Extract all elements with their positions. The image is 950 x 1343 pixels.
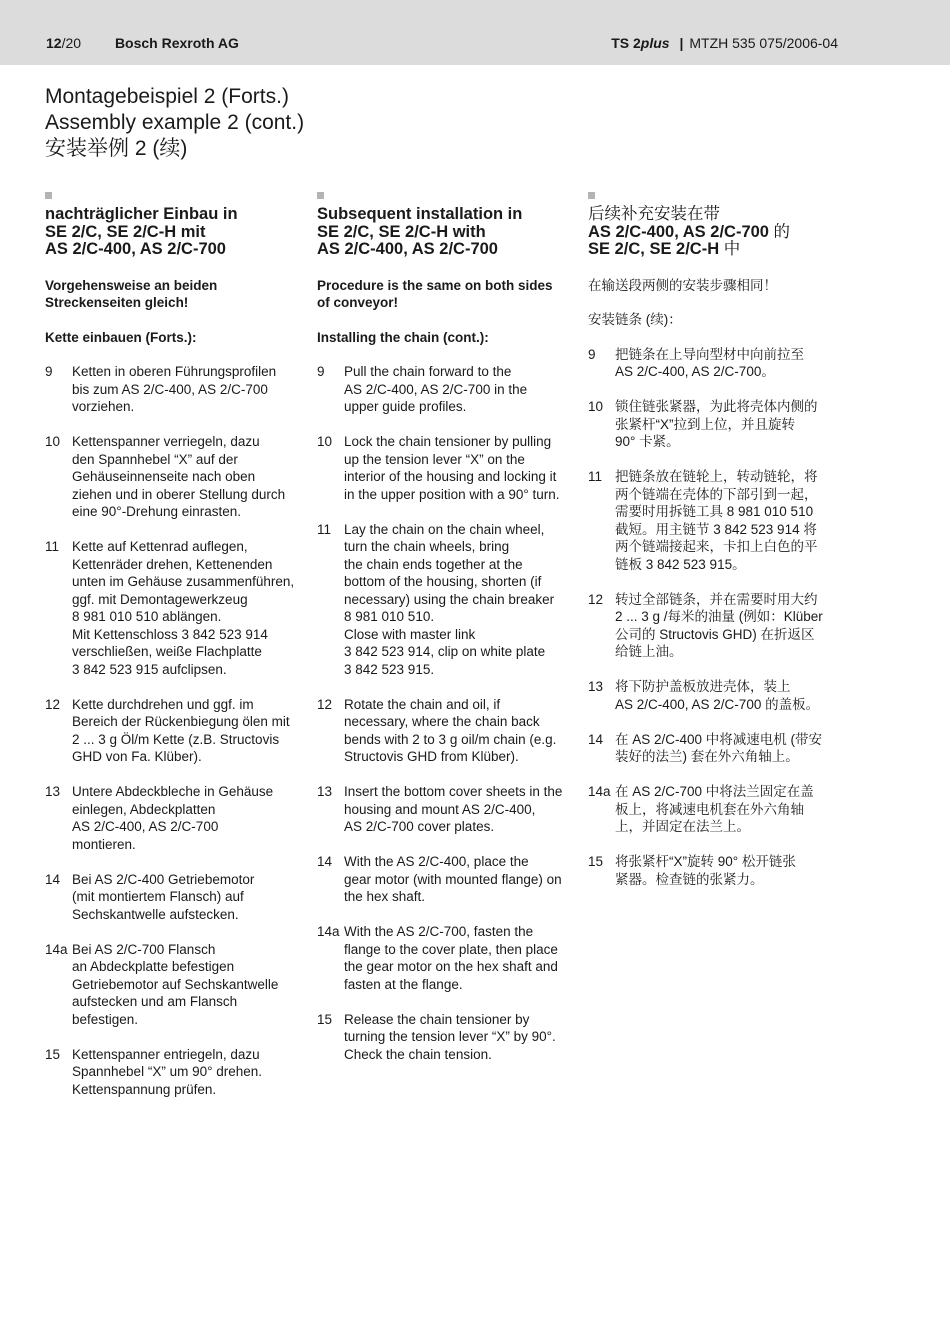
step-number: 9 — [317, 364, 325, 379]
step-item — [588, 591, 843, 661]
step-text: Ketten in oberen Führungsprofilen bis zum AS 2/C-400, AS 2/C-700 vorziehen. — [72, 364, 277, 414]
step-item — [317, 521, 572, 679]
step-item — [317, 433, 572, 503]
section-heading-zh — [588, 206, 843, 259]
step-text: Untere Abdeckbleche in Gehäuse einlegen, Abdeckplatten AS 2/C-400, AS 2/C-700 montieren. — [72, 784, 274, 852]
step-number: 12 — [588, 591, 604, 607]
title-de: Montagebeispiel 2 (Forts.) — [45, 85, 289, 108]
step-number: 14a — [45, 941, 68, 957]
heading-part: 中 — [719, 240, 741, 258]
heading-line: 后续补充安装在带 — [588, 205, 720, 223]
procedure-note-de: Vorgehensweise an beiden Streckenseiten gleich! — [45, 277, 218, 310]
step-number: 12 — [45, 696, 61, 712]
step-item — [588, 853, 843, 888]
document-info — [611, 35, 838, 51]
step-item — [588, 346, 843, 381]
step-item — [45, 363, 300, 416]
step-number: 14 — [317, 854, 333, 869]
heading-line — [588, 224, 843, 242]
step-number: 15 — [45, 1046, 61, 1062]
step-item — [45, 871, 300, 924]
step-list-de — [45, 363, 300, 1098]
section-bullet-icon — [45, 192, 52, 199]
step-text: Bei AS 2/C-400 Getriebemotor (mit montiertem Flansch) auf Sechskantwelle aufstecken. — [72, 871, 255, 922]
page-number: 12 — [46, 35, 62, 51]
subheading-zh: 安装链条 (续)： — [588, 312, 682, 327]
step-number: 9 — [45, 364, 53, 379]
step-number: 13 — [45, 784, 61, 799]
step-item — [317, 1011, 572, 1064]
column-chinese — [588, 192, 843, 906]
product-prefix: TS 2 — [611, 35, 641, 51]
product-suffix: plus — [640, 35, 670, 51]
step-text: 在 AS 2/C-400 中将减速电机 (带安 装好的法兰) 套在外六角轴上。 — [615, 731, 823, 764]
section-bullet-icon — [317, 192, 324, 199]
step-item — [588, 783, 843, 836]
step-text: Kette durchdrehen und ggf. im Bereich der Rückenbiegung ölen mit 2 ... 3 g Öl/m Kette (z.B. Structovis GHD von Fa. Klüber). — [72, 696, 290, 764]
step-number: 13 — [588, 679, 604, 694]
step-number: 10 — [45, 434, 61, 449]
step-number: 12 — [317, 696, 333, 712]
step-text: Bei AS 2/C-700 Flansch an Abdeckplatte befestigen Getriebemotor auf Sechskantwelle aufstecken und am Flansch befestigen. — [72, 941, 279, 1027]
step-item — [588, 468, 843, 573]
heading-part: AS 2/C-400, AS 2/C-700 — [588, 222, 769, 241]
step-text: 在 AS 2/C-700 中将法兰固定在盖 板上，将减速电机套在外六角轴 上，并固定在法兰上。 — [615, 784, 814, 834]
step-list-zh — [588, 346, 843, 889]
step-item — [45, 538, 300, 678]
step-number: 9 — [588, 346, 596, 362]
step-number: 13 — [317, 784, 333, 799]
heading-line: SE 2/C, SE 2/C-H with — [317, 222, 486, 241]
document-id: MTZH 535 075/2006-04 — [689, 35, 838, 51]
page-info — [46, 35, 239, 51]
step-number: 11 — [588, 469, 603, 484]
company-name: Bosch Rexroth AG — [114, 35, 239, 51]
step-list-en — [317, 363, 572, 1063]
step-item — [588, 678, 843, 713]
title-en: Assembly example 2 (cont.) — [45, 111, 305, 134]
subheading-de: Kette einbauen (Forts.): — [45, 329, 197, 345]
step-text: 锁住链张紧器，为此将壳体内侧的 张紧杆“X”拉到上位，并且旋转 90° 卡紧。 — [615, 399, 818, 449]
title-zh: 安装举例 2 (续) — [45, 137, 188, 160]
heading-line: nachträglicher Einbau in — [45, 205, 238, 223]
page-total: /20 — [61, 35, 82, 51]
step-number: 14a — [588, 784, 611, 799]
step-item — [45, 433, 300, 521]
step-number: 10 — [317, 434, 333, 449]
step-text: Insert the bottom cover sheets in the housing and mount AS 2/C-400, AS 2/C-700 cover plates. — [344, 784, 563, 834]
step-number: 14 — [588, 731, 604, 747]
step-text: 将下防护盖板放进壳体，装上 AS 2/C-400, AS 2/C-700 的盖板。 — [615, 679, 820, 712]
step-item — [317, 363, 572, 416]
step-text: 把链条在上导向型材中向前拉至 AS 2/C-400, AS 2/C-700。 — [615, 346, 804, 379]
step-text: 把链条放在链轮上，转动链轮，将 两个链端在壳体的下部引到一起， 需要时用拆链工具 8 981 010 510 截短。用主链节 3 842 523 914 将 两个链端接起来，卡扣上白色的平 链板 3 842 523 915。 — [615, 469, 818, 572]
step-item — [45, 696, 300, 766]
step-text: Lay the chain on the chain wheel, turn the chain wheels, bring the chain ends together at the bottom of the housing, shorten (if necessary) using the chain breaker 8 981 010 510. Close with master link 3 842 523 914, clip on white plate 3 842 523 915. — [344, 521, 555, 677]
step-item — [588, 398, 843, 451]
procedure-note-zh: 在输送段两侧的安装步骤相同！ — [588, 277, 777, 293]
section-heading-de — [45, 206, 300, 259]
step-text: Lock the chain tensioner by pulling up the tension lever “X” on the interior of the housing and locking it in the upper position with a 90° turn. — [344, 434, 560, 502]
step-number: 14a — [317, 924, 340, 939]
heading-line: SE 2/C, SE 2/C-H mit — [45, 222, 206, 241]
step-item — [317, 783, 572, 836]
column-english — [317, 192, 572, 1081]
step-text: With the AS 2/C-700, fasten the flange to the cover plate, then place the gear motor on the hex shaft and fasten at the flange. — [344, 924, 558, 992]
step-number: 11 — [45, 539, 60, 554]
step-item — [45, 941, 300, 1029]
heading-line: AS 2/C-400, AS 2/C-700 — [45, 240, 226, 258]
section-heading-en — [317, 206, 572, 259]
page-header — [0, 0, 950, 65]
heading-line — [588, 241, 843, 259]
heading-line: AS 2/C-400, AS 2/C-700 — [317, 240, 498, 258]
step-number: 14 — [45, 871, 61, 887]
step-text: Pull the chain forward to the AS 2/C-400, AS 2/C-700 in the upper guide profiles. — [344, 364, 528, 414]
step-item — [317, 853, 572, 906]
column-german — [45, 192, 300, 1116]
step-number: 15 — [588, 854, 604, 869]
heading-line: Subsequent installation in — [317, 205, 523, 223]
step-text: 将张紧杆“X”旋转 90° 松开链张 紧器。检查链的张紧力。 — [615, 854, 796, 887]
step-text: Rotate the chain and oil, if necessary, where the chain back bends with 2 to 3 g oil/m chain (e.g. Structovis GHD from Klüber). — [344, 696, 557, 764]
step-text: Kette auf Kettenrad auflegen, Kettenräder drehen, Kettenenden unten im Gehäuse zusammenführen, ggf. mit Demontagewerkzeug 8 981 010 510 ablängen. Mit Kettenschloss 3 842 523 914 verschließen, weiße Flachplatte 3 842 523 915 aufclipsen. — [72, 539, 295, 677]
heading-part: SE 2/C, SE 2/C-H — [588, 240, 720, 258]
step-item — [317, 696, 572, 766]
subheading-en: Installing the chain (cont.): — [317, 329, 489, 345]
step-text: Kettenspanner entriegeln, dazu Spannhebel “X” um 90° drehen. Kettenspannung prüfen. — [72, 1046, 263, 1097]
step-text: Kettenspanner verriegeln, dazu den Spannhebel “X” auf der Gehäuseinnenseite nach oben ziehen und in oberer Stellung durch eine 90°-Drehung einrasten. — [72, 434, 286, 519]
step-item — [45, 1046, 300, 1099]
step-item — [588, 731, 843, 766]
page-title — [45, 84, 304, 162]
step-item — [45, 783, 300, 853]
step-number: 11 — [317, 521, 332, 537]
heading-part: 的 — [768, 222, 791, 241]
step-text: 转过全部链条，并在需要时用大约 2 ... 3 g /每米的油量 (例如：Klüber 公司的 Structovis GHD) 在折返区 给链上油。 — [615, 591, 823, 659]
step-text: With the AS 2/C-400, place the gear motor (with mounted flange) on the hex shaft. — [344, 854, 562, 904]
section-bullet-icon — [588, 192, 595, 199]
step-item — [317, 923, 572, 993]
step-number: 15 — [317, 1011, 333, 1027]
header-separator: | — [679, 35, 684, 51]
procedure-note-en: Procedure is the same on both sides of conveyor! — [317, 277, 553, 310]
step-text: Release the chain tensioner by turning the tension lever “X” by 90°. Check the chain tension. — [344, 1011, 556, 1062]
step-number: 10 — [588, 399, 604, 414]
